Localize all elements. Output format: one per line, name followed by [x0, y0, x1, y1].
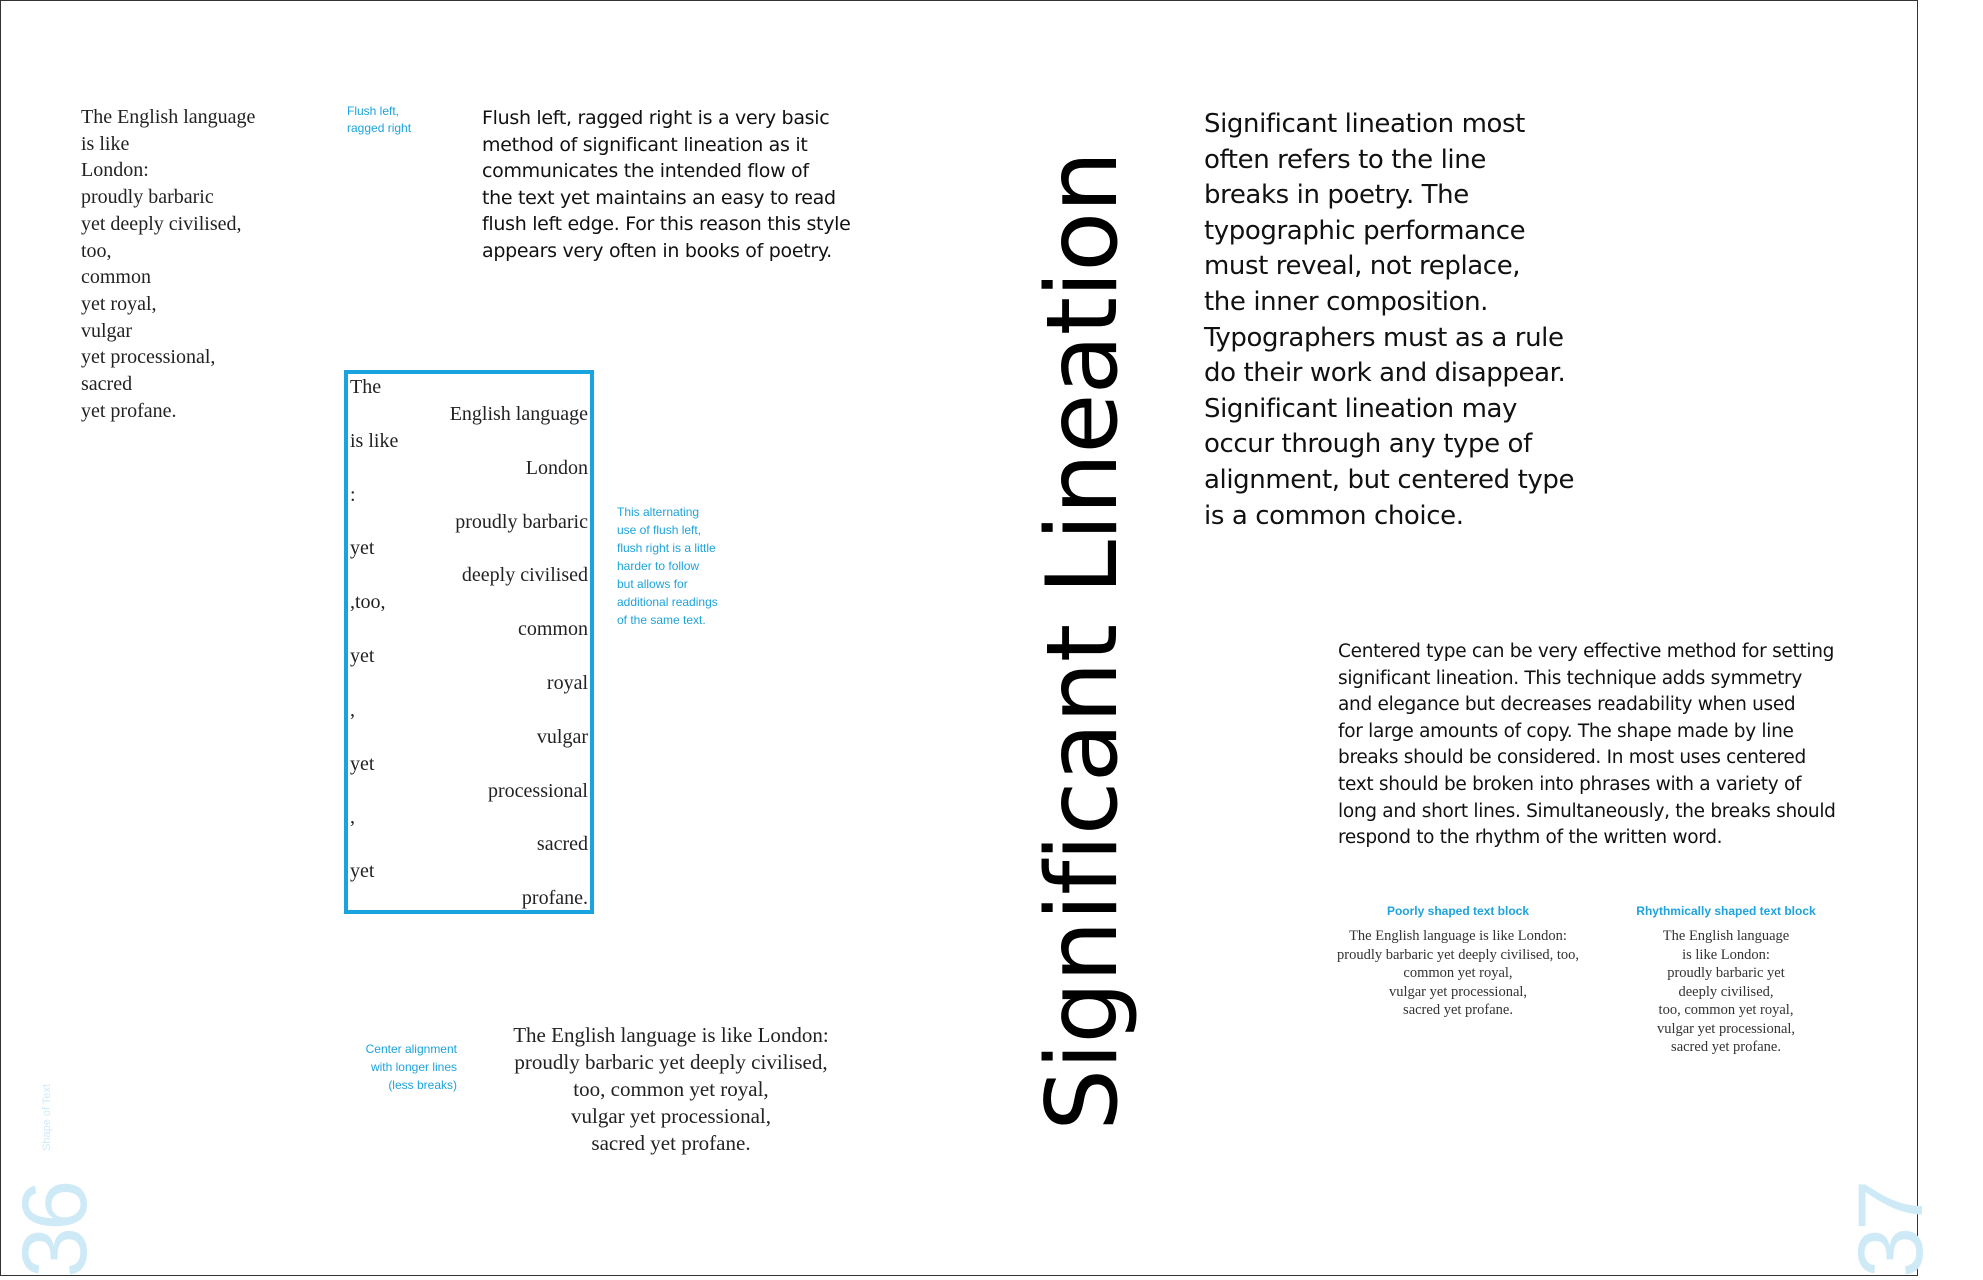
page-title-text: Significant Lineation [1026, 151, 1140, 1131]
text-line: deeply civilised, [1678, 983, 1774, 1000]
text-line: proudly barbaric yet deeply civilised, [514, 1050, 828, 1074]
flush-right-line: deeply civilised [461, 564, 588, 587]
text-line: breaks in poetry. The [1204, 180, 1469, 211]
flush-right-line: proudly barbaric [455, 510, 588, 533]
text-line: Significant lineation may [1204, 393, 1518, 424]
text-line: breaks should be considered. In most uses centered [1338, 747, 1806, 769]
flush-left-line: The [350, 376, 382, 398]
text-line: yet deeply civilised, [81, 212, 242, 235]
text-line: appears very often in books of poetry. [482, 239, 832, 262]
text-line: The English language is like London: [513, 1023, 829, 1047]
note-center-alignment [341, 1040, 457, 1094]
text-line: sacred yet profane. [1403, 1002, 1513, 1018]
flush-left-line: yet [350, 860, 375, 883]
text-line: must reveal, not replace, [1204, 251, 1521, 282]
flush-left-line: yet [350, 645, 375, 667]
text-line: is like London: [1682, 946, 1770, 963]
text-line: for large amounts of copy. The shape made by line [1338, 720, 1794, 742]
text-line: Flush left, ragged right is a very basic [482, 107, 830, 129]
flush-left-line: ,too, [350, 591, 386, 614]
text-line: This alternating [617, 505, 700, 519]
text-line: respond to the rhythm of the written word. [1338, 827, 1723, 849]
text-line: common yet royal, [1403, 965, 1513, 981]
flush-right-line: profane. [521, 887, 588, 910]
page-number-right-text: 37 [1840, 1183, 1942, 1278]
flush-left-line: : [350, 483, 356, 506]
example-poor-text-block [1308, 927, 1608, 1020]
text-line: typographic performance [1204, 215, 1526, 246]
text-line: London: [81, 159, 149, 182]
example-poor-title: Poorly shaped text block [1386, 904, 1530, 918]
text-line: is a common choice. [1204, 500, 1464, 531]
flush-left-paragraph [482, 105, 852, 265]
flush-right-line: processional [488, 779, 588, 802]
text-line: flush right is a little [617, 541, 716, 555]
text-line: communicates the intended flow of [482, 160, 809, 183]
text-line: Typographers must as a rule [1204, 322, 1564, 353]
text-line: Significant lineation most [1204, 109, 1525, 139]
text-line: Centered type can be very effective method for setting [1338, 641, 1835, 662]
alternating-alignment-box [344, 370, 594, 914]
flush-right-line: sacred [536, 833, 588, 856]
centered-type-paragraph [1338, 639, 1858, 852]
text-line: sacred yet profane. [1671, 1039, 1781, 1055]
page-number-left-text: 36 [4, 1183, 106, 1278]
page-number-right [1840, 1166, 1942, 1278]
text-line: proudly barbaric yet deeply civilised, too, [1337, 946, 1579, 963]
text-line: proudly barbaric yet [1667, 965, 1785, 981]
flush-left-line: yet [350, 752, 375, 775]
note-alternating [617, 503, 718, 629]
text-line: The English language [1662, 928, 1790, 944]
text-line: too, [81, 239, 112, 262]
text-line: use of flush left, [617, 523, 702, 537]
text-line: The English language is like London: [1349, 928, 1567, 944]
text-line: yet profane. [81, 399, 177, 422]
text-line: (less breaks) [388, 1078, 457, 1092]
flush-left-line: yet [350, 537, 375, 560]
section-label-text: Shape of Text [41, 1083, 53, 1151]
text-line: often refers to the line [1204, 144, 1486, 175]
text-line: ragged right [347, 121, 412, 135]
intro-paragraph [1204, 107, 1624, 534]
flush-left-poem [81, 104, 255, 424]
flush-left-line: , [350, 698, 355, 721]
flush-right-line: common [518, 618, 588, 641]
text-line: the inner composition. [1204, 286, 1489, 317]
text-line: additional readings [617, 595, 718, 609]
text-line: the text yet maintains an easy to read [482, 186, 836, 209]
page-number-left [1, 1166, 111, 1278]
text-line: significant lineation. This technique adds symmetry [1338, 667, 1803, 689]
note-flush-left [347, 103, 411, 137]
text-line: do their work and disappear. [1204, 358, 1566, 389]
text-line: Flush left, [347, 104, 400, 118]
text-line: common [81, 266, 151, 289]
center-aligned-poem [491, 1022, 851, 1157]
text-line: method of significant lineation as it [482, 133, 808, 156]
example-rhythmic-title: Rhythmically shaped text block [1636, 904, 1816, 918]
text-line: proudly barbaric [81, 186, 214, 209]
example-rhythmic-text-block [1626, 927, 1826, 1057]
text-line: and elegance but decreases readability when used [1338, 694, 1796, 716]
text-line: vulgar [81, 319, 133, 342]
text-line: of the same text. [617, 613, 706, 627]
text-line: too, common yet royal, [1658, 1002, 1794, 1018]
text-line: vulgar yet processional, [1388, 983, 1528, 1000]
text-line: yet processional, [81, 346, 216, 369]
text-line: yet royal, [81, 292, 157, 315]
text-line: too, common yet royal, [573, 1077, 769, 1101]
text-line: long and short lines. Simultaneously, the breaks should [1338, 800, 1836, 822]
text-line: but allows for [617, 577, 688, 591]
flush-right-line: royal [546, 671, 588, 694]
text-line: The English language [81, 106, 256, 128]
flush-right-line: English language [449, 402, 588, 425]
text-line: is like [81, 132, 130, 155]
text-line: text should be broken into phrases with a variety of [1338, 773, 1802, 795]
text-line: sacred yet profane. [591, 1131, 751, 1155]
text-line: occur through any type of [1204, 429, 1532, 460]
text-line: flush left edge. For this reason this style [482, 213, 851, 236]
flush-right-line: London [525, 456, 588, 479]
text-line: alignment, but centered type [1204, 464, 1575, 495]
text-line: harder to follow [617, 559, 700, 573]
flush-left-line: , [350, 806, 355, 829]
text-line: with longer lines [370, 1060, 457, 1074]
text-line: sacred [81, 373, 133, 396]
text-line: vulgar yet processional, [570, 1104, 772, 1128]
flush-left-line: is like [350, 429, 399, 452]
text-line: Center alignment [365, 1042, 457, 1056]
text-line: vulgar yet processional, [1656, 1020, 1796, 1037]
flush-right-line: vulgar [536, 725, 588, 748]
